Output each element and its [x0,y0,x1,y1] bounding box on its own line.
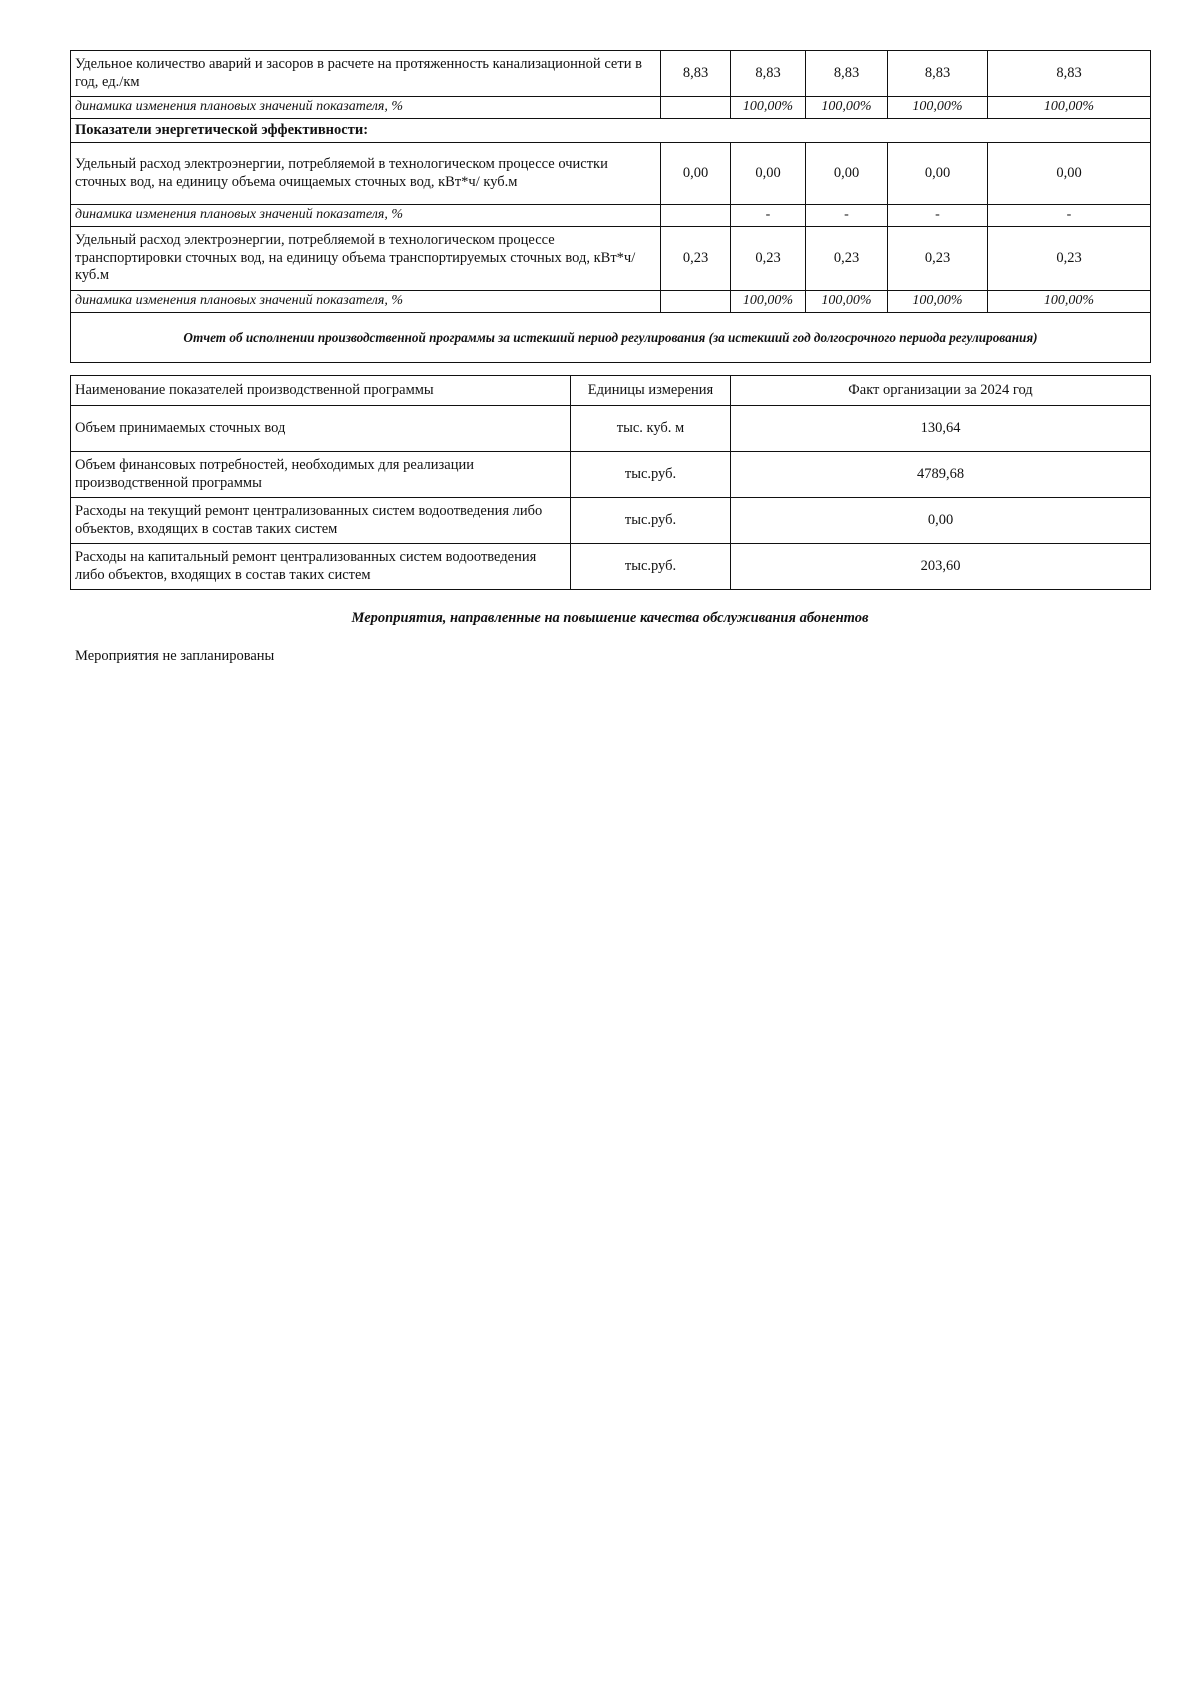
dynamic-label: динамика изменения плановых значений показателя, % [71,205,661,227]
header-cell: Единицы измерения [571,376,731,406]
dynamic-label: динамика изменения плановых значений показателя, % [71,97,661,119]
dynamic-value: - [806,205,888,227]
dynamic-value: 100,00% [806,291,888,313]
dynamic-value: 100,00% [888,291,988,313]
report-title: Отчет об исполнении производственной программы за истекший период регулирования (за истекший год долгосрочного периода регулирования) [71,313,1151,363]
row-value: 130,64 [731,406,1151,452]
dynamic-value: 100,00% [806,97,888,119]
indicator-value: 8,83 [661,51,731,97]
row-unit: тыс.руб. [571,544,731,590]
header-cell: Наименование показателей производственной программы [71,376,571,406]
table-row [71,406,1151,452]
table-row [71,227,1151,291]
table-row [71,205,1151,227]
indicator-value: 8,83 [731,51,806,97]
indicator-value: 0,00 [988,143,1151,205]
table-row [71,119,1151,143]
dynamic-value: 100,00% [731,291,806,313]
row-unit: тыс.руб. [571,498,731,544]
row-value: 203,60 [731,544,1151,590]
row-value: 4789,68 [731,452,1151,498]
row-name: Расходы на текущий ремонт централизованных систем водоотведения либо объектов, входящих в состав таких систем [71,498,571,544]
section-heading: Показатели энергетической эффективности: [71,119,1151,143]
table-row [71,291,1151,313]
indicator-value: 8,83 [988,51,1151,97]
dynamic-value: 100,00% [888,97,988,119]
indicator-value: 0,23 [661,227,731,291]
header-cell: Факт организации за 2024 год [731,376,1151,406]
dynamic-value [661,205,731,227]
dynamic-value: 100,00% [988,291,1151,313]
dynamic-value: - [888,205,988,227]
indicator-value: 0,00 [806,143,888,205]
indicator-label: Удельный расход электроэнергии, потребляемой в технологическом процессе транспортировки сточных вод, на единицу объема транспортируемых сточных вод, кВт*ч/ куб.м [71,227,661,291]
indicator-label: Удельный расход электроэнергии, потребляемой в технологическом процессе очистки сточных вод, на единицу объема очищаемых сточных вод, кВт*ч/ куб.м [71,143,661,205]
row-name: Объем финансовых потребностей, необходимых для реализации производственной программы [71,452,571,498]
table-header-row [71,376,1151,406]
table-row [71,51,1151,97]
table-row [71,544,1151,590]
row-unit: тыс.руб. [571,452,731,498]
indicator-value: 8,83 [888,51,988,97]
indicator-value: 0,00 [731,143,806,205]
row-name: Объем принимаемых сточных вод [71,406,571,452]
table-row [71,498,1151,544]
measures-title: Мероприятия, направленные на повышение качества обслуживания абонентов [351,610,869,626]
table-row [71,452,1151,498]
indicator-value: 0,00 [888,143,988,205]
indicator-value: 0,23 [888,227,988,291]
table-row [71,143,1151,205]
indicator-value: 0,00 [661,143,731,205]
dynamic-value: 100,00% [988,97,1151,119]
indicator-value: 8,83 [806,51,888,97]
row-value: 0,00 [731,498,1151,544]
row-name: Расходы на капитальный ремонт централизованных систем водоотведения либо объектов, входящих в состав таких систем [71,544,571,590]
indicator-value: 0,23 [806,227,888,291]
dynamic-value [661,97,731,119]
indicator-label: Удельное количество аварий и засоров в расчете на протяженность канализационной сети в год, ед./км [71,51,661,97]
report-table [70,375,1151,590]
indicator-value: 0,23 [988,227,1151,291]
dynamic-value: - [731,205,806,227]
table-row [71,97,1151,119]
dynamic-value: - [988,205,1151,227]
measures-text: Мероприятия не запланированы [75,648,275,664]
table-row [71,313,1151,363]
dynamic-value: 100,00% [731,97,806,119]
dynamic-value [661,291,731,313]
indicators-table [70,50,1151,363]
dynamic-label: динамика изменения плановых значений показателя, % [71,291,661,313]
row-unit: тыс. куб. м [571,406,731,452]
indicator-value: 0,23 [731,227,806,291]
